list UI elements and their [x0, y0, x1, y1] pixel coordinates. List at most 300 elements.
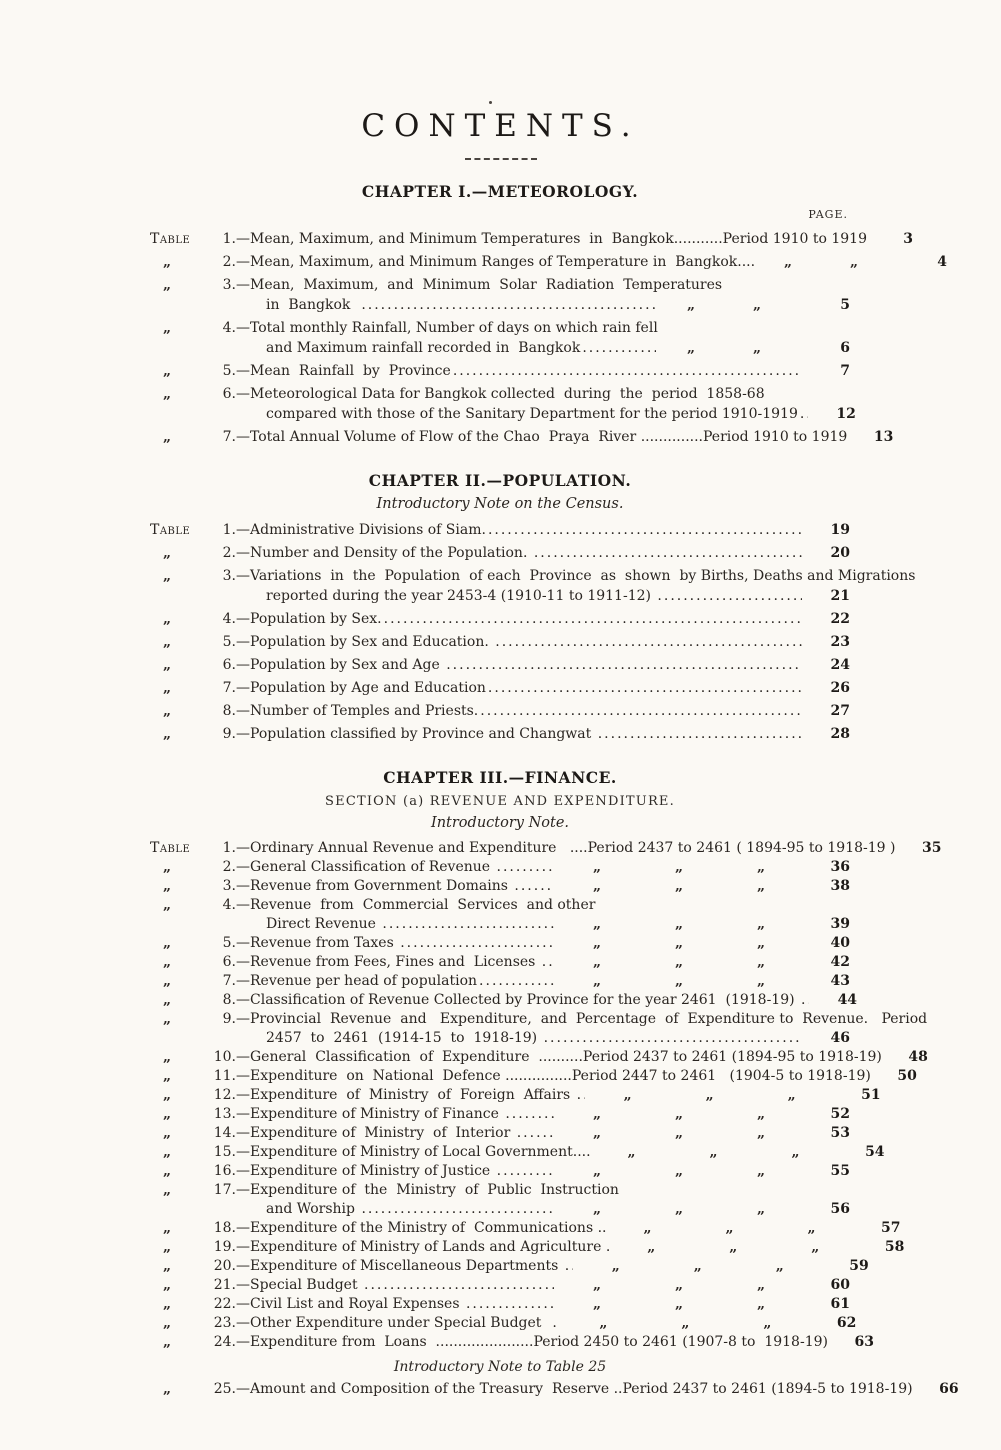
ditto-mark: „	[756, 916, 766, 932]
entry-number: 5.—	[222, 634, 250, 650]
toc-entry-line	[150, 1200, 850, 1219]
toc-entry	[150, 1333, 874, 1352]
entry-number: 6.—	[222, 386, 250, 402]
ditto-mark: „	[674, 878, 684, 894]
entry-list	[150, 229, 948, 447]
entry-title: Population by Age and Education	[250, 680, 486, 696]
toc-entry	[150, 1067, 917, 1086]
entry-label: „	[163, 680, 172, 696]
entry-label: „	[163, 1258, 172, 1274]
toc-entry	[150, 1380, 959, 1399]
entry-label: „	[163, 935, 172, 951]
period-text: ..........Period 2437 to 2461 (1894-95 to 1918-19)	[538, 1049, 882, 1065]
toc-entry	[150, 934, 850, 953]
ditto-mark: „	[592, 935, 602, 951]
period-text: ....Period 2437 to 2461 ( 1894-95 to 1918-19 )	[569, 840, 896, 856]
page-title: CONTENTS.	[361, 108, 640, 144]
page-number: 56	[830, 1201, 850, 1217]
ditto-mark: „	[756, 1163, 766, 1179]
leader-dots	[542, 953, 554, 972]
ditto-mark: „	[756, 878, 766, 894]
entry-title: Revenue per head of population	[250, 973, 478, 989]
entry-title: Revenue from Taxes	[250, 935, 399, 951]
leader-dots	[517, 1124, 554, 1143]
ditto-mark: „	[592, 1201, 602, 1217]
leader-dots	[544, 1029, 802, 1048]
toc-entry-line	[150, 655, 850, 675]
toc-entry-line	[150, 858, 850, 877]
ditto-mark: „	[756, 1296, 766, 1312]
ditto-mark: „	[686, 297, 696, 313]
toc-entry	[150, 953, 850, 972]
toc-entry	[150, 384, 856, 424]
ditto-marks	[556, 1200, 802, 1219]
toc-entry-line	[150, 609, 850, 629]
entry-number: 4.—	[222, 320, 250, 336]
entry-number: 6.—	[222, 954, 250, 970]
toc-entry	[150, 1048, 928, 1067]
entry-title: General Classification of Expenditure	[250, 1049, 539, 1065]
ditto-mark: „	[623, 1087, 632, 1103]
toc-entry-line	[150, 877, 850, 896]
entry-title: Classification of Revenue Collected by Province for the year 2461 (1918-19)	[250, 992, 800, 1008]
chapter-heading: CHAPTER II.—POPULATION.	[368, 471, 632, 490]
entry-number: 17.—	[213, 1182, 250, 1198]
entry-title: Number and Density of the Population.	[250, 545, 532, 561]
page-number: 52	[830, 1106, 850, 1122]
leader-dots	[453, 361, 802, 381]
entry-title: Variations in the Population of each Province as shown by Births, Deaths and Migrations	[250, 568, 916, 584]
leader-dots	[466, 1295, 554, 1314]
entry-title: Population by Sex.	[250, 611, 382, 627]
entry-title: General Classification of Revenue	[250, 859, 495, 875]
ditto-mark: „	[674, 973, 684, 989]
entry-label: „	[163, 1296, 172, 1312]
page-number: 61	[830, 1296, 850, 1312]
page-number: 57	[881, 1220, 901, 1236]
entry-number: 6.—	[222, 657, 250, 673]
entry-number: 2.—	[222, 545, 250, 561]
entry-label: „	[163, 1125, 172, 1141]
entry-number: 22.—	[213, 1296, 250, 1312]
toc-entry-line	[150, 1238, 905, 1257]
toc-entry	[150, 632, 850, 652]
ditto-mark: „	[693, 1258, 702, 1274]
entry-label: „	[163, 954, 172, 970]
ditto-mark: „	[592, 1106, 602, 1122]
entry-title: Expenditure of Ministry of Justice	[250, 1163, 495, 1179]
page-number: 50	[897, 1068, 917, 1084]
entry-label: „	[163, 859, 172, 875]
period-text: ...........Period 1910 to 1919	[673, 231, 867, 247]
ditto-mark: „	[611, 1258, 620, 1274]
page-number: 24	[830, 657, 850, 673]
page-number: 40	[830, 935, 850, 951]
ditto-mark: „	[599, 1315, 608, 1331]
chapter-subheading: Introductory Note.	[430, 815, 570, 831]
entry-label: „	[163, 1144, 172, 1160]
toc-entry-line	[150, 1276, 850, 1295]
page-number: 59	[849, 1258, 869, 1274]
toc-entry-line	[150, 384, 850, 404]
toc-entry-line	[150, 1067, 917, 1086]
toc-entry-line	[150, 915, 850, 934]
toc-entry	[150, 1238, 905, 1257]
toc-entry	[150, 318, 850, 358]
page-number: 38	[830, 878, 850, 894]
entry-label: „	[163, 1011, 172, 1027]
entry-label: „	[163, 1182, 172, 1198]
page-number: 3	[903, 231, 913, 247]
scan-speck	[489, 101, 492, 104]
entry-label: „	[163, 254, 172, 270]
ditto-mark: „	[756, 1106, 766, 1122]
period-text: ..Period 2437 to 2461 (1894-5 to 1918-19)	[613, 1381, 913, 1397]
leader-dots	[598, 724, 802, 744]
entry-title: Population by Sex and Age	[250, 657, 445, 673]
entry-label: „	[163, 429, 172, 445]
entry-title: Mean, Maximum, and Minimum Temperatures in Bangkok	[250, 231, 674, 247]
toc-entry-line	[150, 1086, 881, 1105]
ditto-mark: „	[756, 973, 766, 989]
intro-note: Introductory Note to Table 25	[393, 1359, 607, 1375]
entry-number: 20.—	[213, 1258, 250, 1274]
ditto-mark: „	[756, 1277, 766, 1293]
toc-entry-line	[150, 338, 850, 358]
toc-entry	[150, 858, 850, 877]
page-number: 27	[830, 703, 850, 719]
ditto-mark: „	[592, 973, 602, 989]
entry-label: „	[163, 320, 172, 336]
entry-title: Expenditure from Loans	[250, 1334, 436, 1350]
entry-label: „	[163, 1068, 172, 1084]
ditto-marks	[610, 1238, 856, 1257]
page-number: 48	[908, 1049, 928, 1065]
entry-label: „	[163, 1239, 172, 1255]
entry-number: 1.—	[222, 231, 250, 247]
entry-title: Administrative Divisions of Siam.	[250, 522, 486, 538]
entry-number: 19.—	[213, 1239, 250, 1255]
ditto-mark: „	[592, 1125, 602, 1141]
entry-title: reported during the year 2453-4 (1910-11 to 1911-12)	[266, 588, 656, 604]
toc-entry	[150, 609, 850, 629]
toc-entry	[150, 1257, 869, 1276]
toc-entry	[150, 229, 913, 249]
entry-title: Amount and Composition of the Treasury Reserve	[250, 1381, 614, 1397]
entry-title: Ordinary Annual Revenue and Expenditure	[250, 840, 570, 856]
page-number: 12	[836, 406, 856, 422]
ditto-marks	[556, 953, 802, 972]
toc-entry	[150, 1010, 928, 1048]
leader-dots	[497, 1162, 554, 1181]
entry-label: Table	[150, 231, 191, 247]
ditto-mark: „	[709, 1144, 718, 1160]
entry-title: Mean, Maximum, and Minimum Solar Radiation Temperatures	[250, 277, 723, 293]
toc-entry	[150, 1162, 850, 1181]
entry-title: Special Budget	[250, 1277, 363, 1293]
ditto-marks	[591, 1143, 837, 1162]
toc-entry-line	[150, 520, 850, 540]
ditto-mark: „	[784, 254, 793, 270]
ditto-mark: „	[674, 935, 684, 951]
ditto-mark: „	[756, 1125, 766, 1141]
ditto-mark: „	[681, 1315, 690, 1331]
toc-entry	[150, 972, 850, 991]
leader-dots	[480, 701, 802, 721]
period-text: ..............Period 1910 to 1919	[640, 429, 848, 445]
entry-number: 2.—	[222, 859, 250, 875]
chapter-subheading: SECTION (a) REVENUE AND EXPENDITURE.	[325, 794, 675, 809]
toc-entry-line	[150, 1124, 850, 1143]
page-number: 36	[830, 859, 850, 875]
toc-entry-line	[150, 1380, 959, 1399]
ditto-marks	[556, 858, 802, 877]
entry-label: „	[163, 1049, 172, 1065]
ditto-mark: „	[592, 1277, 602, 1293]
entry-number: 2.—	[222, 254, 250, 270]
entry-title: Expenditure of Ministry of Finance	[250, 1106, 504, 1122]
entry-number: 10.—	[213, 1049, 250, 1065]
ditto-mark: „	[850, 254, 859, 270]
toc-entry-line	[150, 839, 942, 858]
chapter-heading: CHAPTER III.—FINANCE.	[383, 768, 617, 787]
entry-label: „	[163, 657, 172, 673]
entry-title: Population by Sex and Education.	[250, 634, 494, 650]
leader-dots	[534, 543, 802, 563]
chapter-subheading: Introductory Note on the Census.	[376, 496, 624, 512]
ditto-mark: „	[756, 935, 766, 951]
entry-label: „	[163, 277, 172, 293]
entry-label: „	[163, 363, 172, 379]
toc-entry-line	[150, 1143, 885, 1162]
entry-number: 25.—	[213, 1381, 250, 1397]
ditto-mark: „	[674, 1277, 684, 1293]
entry-title: Mean, Maximum, and Minimum Ranges of Temperature in Bangkok....	[250, 254, 756, 270]
toc-entry-line	[150, 318, 850, 338]
entry-title: Expenditure of Ministry of Interior	[250, 1125, 515, 1141]
ditto-mark: „	[674, 1296, 684, 1312]
toc-entry	[150, 427, 894, 447]
entry-number: 7.—	[222, 680, 250, 696]
entry-number: 7.—	[222, 429, 250, 445]
toc-entry	[150, 543, 850, 563]
toc-entry	[150, 655, 850, 675]
page-number: 51	[861, 1087, 881, 1103]
toc-entry-line	[150, 1105, 850, 1124]
page-number: 42	[830, 954, 850, 970]
ditto-marks	[658, 295, 790, 315]
entry-title: Population classified by Province and Changwat	[250, 726, 596, 742]
ditto-mark: „	[674, 1163, 684, 1179]
entry-title: compared with those of the Sanitary Department for the period 1910-1919	[266, 406, 798, 422]
toc-entry	[150, 678, 850, 698]
ditto-mark: „	[807, 1220, 816, 1236]
entry-title: Provincial Revenue and Expenditure, and Percentage of Expenditure to Revenue. Period	[250, 1011, 928, 1027]
ditto-mark: „	[674, 1125, 684, 1141]
ditto-mark: „	[763, 1315, 772, 1331]
toc-entry-line	[150, 1314, 857, 1333]
ditto-mark: „	[592, 1163, 602, 1179]
ditto-marks	[556, 1124, 802, 1143]
toc-entry	[150, 877, 850, 896]
toc-entry-line	[150, 275, 850, 295]
entry-label: „	[163, 1381, 172, 1397]
page-number: 66	[939, 1381, 959, 1397]
entry-number: 18.—	[213, 1220, 250, 1236]
entry-number: 23.—	[213, 1315, 250, 1331]
entry-number: 14.—	[213, 1125, 250, 1141]
entry-title: Revenue from Commercial Services and other	[250, 897, 596, 913]
entry-label: „	[163, 878, 172, 894]
leader-dots	[488, 520, 802, 540]
toc-entry-line	[150, 229, 913, 249]
ditto-mark: „	[686, 340, 696, 356]
entry-number: 7.—	[222, 973, 250, 989]
leader-dots	[364, 1276, 554, 1295]
ditto-mark: „	[674, 954, 684, 970]
ditto-marks	[587, 1086, 833, 1105]
toc-entry	[150, 361, 850, 381]
ditto-marks	[556, 1295, 802, 1314]
entry-number: 4.—	[222, 611, 250, 627]
page-number: 62	[836, 1315, 857, 1331]
ditto-mark: „	[756, 859, 766, 875]
entry-title: Expenditure of the Ministry of Public Instruction	[250, 1182, 619, 1198]
page-number: 28	[830, 726, 850, 742]
toc-entry-line	[150, 972, 850, 991]
entry-list	[150, 520, 916, 744]
toc-entry-line	[150, 701, 850, 721]
ditto-mark: „	[674, 859, 684, 875]
title-rule	[465, 158, 537, 160]
leader-dots	[361, 1200, 554, 1219]
entry-title: Meteorological Data for Bangkok collected during the period 1858-68	[250, 386, 765, 402]
page-number: 44	[837, 992, 858, 1008]
toc-entry-line	[150, 566, 916, 586]
toc-entry-line	[150, 543, 850, 563]
toc-entry	[150, 724, 850, 744]
entry-title: Direct Revenue	[266, 916, 381, 932]
entry-number: 9.—	[222, 726, 250, 742]
ditto-mark: „	[725, 1220, 734, 1236]
leader-dots	[514, 877, 554, 896]
leader-dots	[552, 1314, 560, 1333]
toc-entry-line	[150, 586, 850, 606]
toc-entry	[150, 275, 850, 315]
page-number: 13	[873, 429, 894, 445]
page-number: 23	[830, 634, 850, 650]
entry-label: „	[163, 1220, 172, 1236]
leader-dots	[657, 586, 802, 606]
ditto-mark: „	[643, 1220, 652, 1236]
entry-title: Expenditure of the Ministry of Communications ..	[250, 1220, 607, 1236]
ditto-marks	[556, 877, 802, 896]
page-column-label: PAGE.	[808, 208, 848, 221]
chapter-section	[150, 471, 916, 744]
page-number: 35	[922, 840, 942, 856]
ditto-marks	[556, 1162, 802, 1181]
entry-title: in Bangkok	[266, 297, 360, 313]
ditto-mark: „	[787, 1087, 796, 1103]
toc-entry	[150, 252, 948, 272]
toc-entry-line	[150, 953, 850, 972]
toc-entry	[150, 1124, 850, 1143]
toc-entry	[150, 1143, 885, 1162]
toc-entry	[150, 839, 942, 858]
entry-number: 11.—	[213, 1068, 250, 1084]
period-text: ...............Period 2447 to 2461 (1904-5 to 1918-19)	[505, 1068, 871, 1084]
toc-entry-line	[150, 427, 894, 447]
chapter-section	[150, 182, 948, 447]
toc-entry-line	[150, 1295, 850, 1314]
toc-entry-line	[150, 724, 850, 744]
entry-title: and Maximum rainfall recorded in Bangkok	[266, 340, 581, 356]
chapter-section	[150, 768, 959, 1399]
entry-label: „	[163, 568, 172, 584]
ditto-marks	[556, 972, 802, 991]
toc-entry	[150, 1276, 850, 1295]
toc-entry	[150, 566, 916, 606]
ditto-mark: „	[592, 954, 602, 970]
entry-number: 5.—	[222, 363, 250, 379]
toc-entry	[150, 1219, 901, 1238]
page-number: 60	[830, 1277, 850, 1293]
page-number: 54	[865, 1144, 885, 1160]
leader-dots	[382, 915, 554, 934]
entry-title: Expenditure of Ministry of Local Government....	[250, 1144, 591, 1160]
entry-label: „	[163, 726, 172, 742]
entry-label: „	[163, 897, 172, 913]
leader-dots	[495, 632, 802, 652]
entry-number: 3.—	[222, 568, 250, 584]
leader-dots	[800, 404, 808, 424]
entry-title: Number of Temples and Priests.	[250, 703, 479, 719]
ditto-mark: „	[791, 1144, 800, 1160]
ditto-marks	[556, 915, 802, 934]
entry-title: Total Annual Volume of Flow of the Chao Praya River	[250, 429, 641, 445]
page-number: 39	[830, 916, 850, 932]
toc-entry	[150, 520, 850, 540]
entry-title: Civil List and Royal Expenses	[250, 1296, 464, 1312]
toc-entry	[150, 1105, 850, 1124]
toc-entry	[150, 1295, 850, 1314]
entry-number: 13.—	[213, 1106, 250, 1122]
entry-number: 1.—	[222, 840, 250, 856]
leader-dots	[505, 1105, 554, 1124]
ditto-mark: „	[705, 1087, 714, 1103]
entry-title: and Worship	[266, 1201, 360, 1217]
entry-label: „	[163, 703, 172, 719]
page-number: 20	[830, 545, 850, 561]
period-text: ......................Period 2450 to 2461 (1907-8 to 1918-19)	[435, 1334, 828, 1350]
toc-entry	[150, 1181, 850, 1219]
entry-label: „	[163, 1334, 172, 1350]
page-number: 26	[830, 680, 850, 696]
entry-title: Expenditure of Ministry of Foreign Affairs	[250, 1087, 575, 1103]
toc-entry	[150, 701, 850, 721]
entry-list	[150, 839, 959, 1399]
entry-number: 24.—	[213, 1334, 250, 1350]
entry-title: Expenditure of Ministry of Lands and Agriculture .	[250, 1239, 611, 1255]
page-number: 55	[830, 1163, 850, 1179]
leader-dots	[479, 972, 554, 991]
ditto-mark: „	[729, 1239, 738, 1255]
ditto-mark: „	[752, 340, 762, 356]
page-number: 22	[830, 611, 850, 627]
contents-body	[0, 182, 1001, 1399]
toc-entry	[150, 1086, 881, 1105]
entry-label: „	[163, 992, 172, 1008]
